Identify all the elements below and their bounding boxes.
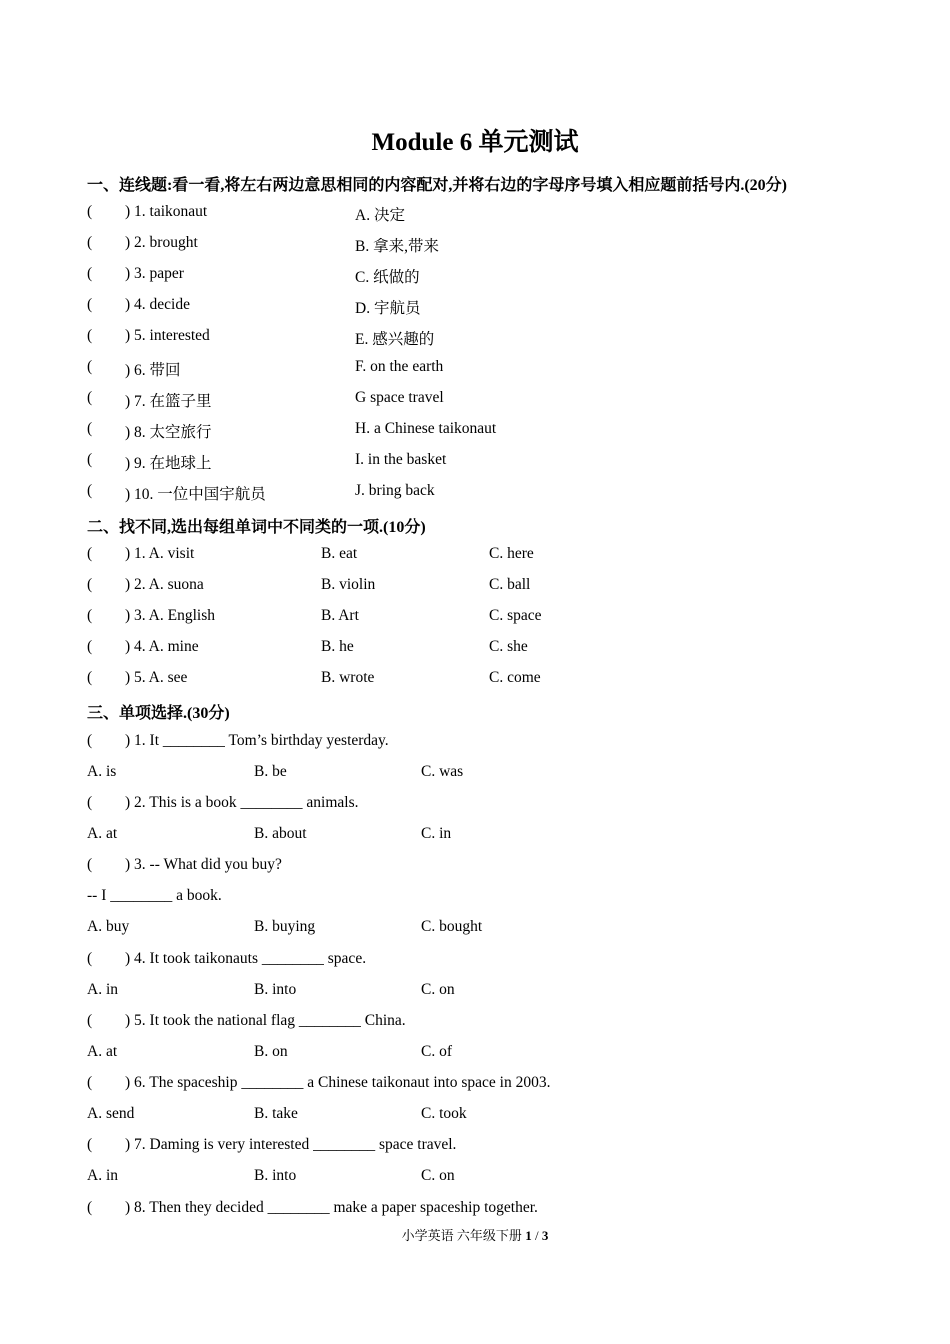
odd-one-out-row: [0, 669, 950, 691]
answer-paren: (: [87, 1012, 93, 1029]
answer-paren: (: [87, 420, 93, 437]
option-c: C. took: [421, 1105, 467, 1122]
option-c: C. on: [421, 981, 455, 998]
option-c: C. she: [489, 638, 528, 655]
answer-paren: (: [87, 1074, 93, 1091]
choice-options: [0, 1167, 950, 1189]
option-a: ) 1. A. visit: [125, 545, 195, 562]
answer-paren: (: [87, 1136, 93, 1153]
answer-paren: (: [87, 576, 93, 593]
answer-paren: (: [87, 607, 93, 624]
odd-one-out-row: [0, 576, 950, 598]
option-a: ) 5. A. see: [125, 669, 188, 686]
option-a: A. in: [87, 1167, 118, 1184]
answer-paren: (: [87, 669, 93, 686]
section-1-heading: 一、连线题:看一看,将左右两边意思相同的内容配对,并将右边的字母序号填入相应题前括号内.(20分): [87, 177, 787, 194]
match-question: ) 5. interested: [125, 327, 210, 344]
match-row: [0, 234, 950, 256]
answer-paren: (: [87, 482, 93, 499]
option-a: ) 4. A. mine: [125, 638, 199, 655]
answer-paren: (: [87, 794, 93, 811]
option-b: B. wrote: [321, 669, 375, 686]
answer-paren: (: [87, 265, 93, 282]
match-option: H. a Chinese taikonaut: [355, 420, 497, 437]
question-text: ) 2. This is a book ________ animals.: [125, 794, 359, 811]
option-a: A. in: [87, 981, 118, 998]
match-option: D. 宇航员: [355, 300, 421, 317]
dialogue-line: [0, 887, 950, 909]
option-c: C. of: [421, 1043, 452, 1060]
match-question: ) 9. 在地球上: [125, 455, 212, 472]
choice-options: [0, 1043, 950, 1065]
match-question: ) 3. paper: [125, 265, 184, 282]
page-number: 1: [525, 1228, 532, 1243]
match-option: A. 决定: [355, 207, 405, 224]
question-text: ) 8. Then they decided ________ make a paper spaceship together.: [125, 1199, 538, 1216]
match-option: I. in the basket: [355, 451, 447, 468]
page-separator: /: [531, 1228, 542, 1243]
option-b: B. violin: [321, 576, 376, 593]
match-option: B. 拿来,带来: [355, 238, 439, 255]
match-question: ) 4. decide: [125, 296, 190, 313]
choice-options: [0, 825, 950, 847]
answer-paren: (: [87, 234, 93, 251]
odd-one-out-row: [0, 607, 950, 629]
match-option: G space travel: [355, 389, 444, 406]
answer-paren: (: [87, 451, 93, 468]
option-c: C. bought: [421, 918, 483, 935]
match-question: ) 7. 在篮子里: [125, 393, 212, 410]
answer-paren: (: [87, 296, 93, 313]
match-question: ) 1. taikonaut: [125, 203, 208, 220]
option-a: A. at: [87, 825, 118, 842]
choice-question: [0, 1199, 950, 1221]
question-text: ) 5. It took the national flag ________ China.: [125, 1012, 406, 1029]
option-a: A. at: [87, 1043, 118, 1060]
match-option: E. 感兴趣的: [355, 331, 435, 348]
question-text: ) 7. Daming is very interested ________ space travel.: [125, 1136, 457, 1153]
option-c: C. on: [421, 1167, 455, 1184]
match-row: [0, 389, 950, 411]
choice-question: [0, 1074, 950, 1096]
choice-question: [0, 794, 950, 816]
choice-question: [0, 732, 950, 754]
answer-paren: (: [87, 203, 93, 220]
option-c: C. come: [489, 669, 541, 686]
match-question: ) 2. brought: [125, 234, 198, 251]
choice-options: [0, 918, 950, 940]
option-c: C. here: [489, 545, 534, 562]
option-b: B. buying: [254, 918, 316, 935]
match-option: F. on the earth: [355, 358, 444, 375]
page-footer: [0, 1225, 950, 1244]
option-a: A. is: [87, 763, 117, 780]
answer-paren: (: [87, 1199, 93, 1216]
answer-paren: (: [87, 327, 93, 344]
option-b: B. eat: [321, 545, 358, 562]
option-b: B. be: [254, 763, 287, 780]
choice-question: [0, 856, 950, 878]
option-c: C. in: [421, 825, 452, 842]
match-question: ) 6. 带回: [125, 362, 181, 379]
match-row: [0, 482, 950, 504]
answer-paren: (: [87, 389, 93, 406]
page-total: 3: [541, 1228, 549, 1243]
option-b: B. on: [254, 1043, 288, 1060]
match-row: [0, 203, 950, 225]
question-text: ) 6. The spaceship ________ a Chinese taikonaut into space in 2003.: [125, 1074, 551, 1091]
option-a: A. buy: [87, 918, 130, 935]
page-title: Module 6 单元测试: [371, 129, 579, 156]
option-c: C. ball: [489, 576, 531, 593]
match-option: C. 纸做的: [355, 269, 420, 286]
match-row: [0, 265, 950, 287]
option-b: B. Art: [321, 607, 359, 624]
choice-options: [0, 763, 950, 785]
choice-question: [0, 1136, 950, 1158]
question-text: ) 4. It took taikonauts ________ space.: [125, 950, 367, 967]
match-question: ) 8. 太空旅行: [125, 424, 212, 441]
question-text: ) 1. It ________ Tom’s birthday yesterday.: [125, 732, 389, 749]
answer-paren: (: [87, 358, 93, 375]
answer-paren: (: [87, 732, 93, 749]
option-b: B. into: [254, 981, 297, 998]
choice-options: [0, 981, 950, 1003]
question-text: ) 3. -- What did you buy?: [125, 856, 282, 873]
answer-paren: (: [87, 638, 93, 655]
choice-question: [0, 950, 950, 972]
odd-one-out-row: [0, 638, 950, 660]
choice-options: [0, 1105, 950, 1127]
choice-question: [0, 1012, 950, 1034]
option-a: ) 3. A. English: [125, 607, 215, 624]
option-a: A. send: [87, 1105, 135, 1122]
option-b: B. take: [254, 1105, 298, 1122]
odd-one-out-row: [0, 545, 950, 567]
match-row: [0, 420, 950, 442]
section-2-heading: 二、找不同,选出每组单词中不同类的一项.(10分): [87, 519, 426, 536]
answer-paren: (: [87, 545, 93, 562]
option-c: C. was: [421, 763, 464, 780]
match-row: [0, 451, 950, 473]
question-text: -- I ________ a book.: [87, 887, 222, 904]
answer-paren: (: [87, 950, 93, 967]
option-a: ) 2. A. suona: [125, 576, 204, 593]
match-option: J. bring back: [355, 482, 435, 499]
option-c: C. space: [489, 607, 542, 624]
option-b: B. he: [321, 638, 354, 655]
match-question: ) 10. 一位中国宇航员: [125, 486, 266, 503]
section-3-heading: 三、单项选择.(30分): [87, 705, 230, 722]
footer-label: 小学英语 六年级下册: [401, 1228, 526, 1243]
answer-paren: (: [87, 856, 93, 873]
match-row: [0, 296, 950, 318]
option-b: B. about: [254, 825, 307, 842]
match-row: [0, 358, 950, 380]
option-b: B. into: [254, 1167, 297, 1184]
match-row: [0, 327, 950, 349]
